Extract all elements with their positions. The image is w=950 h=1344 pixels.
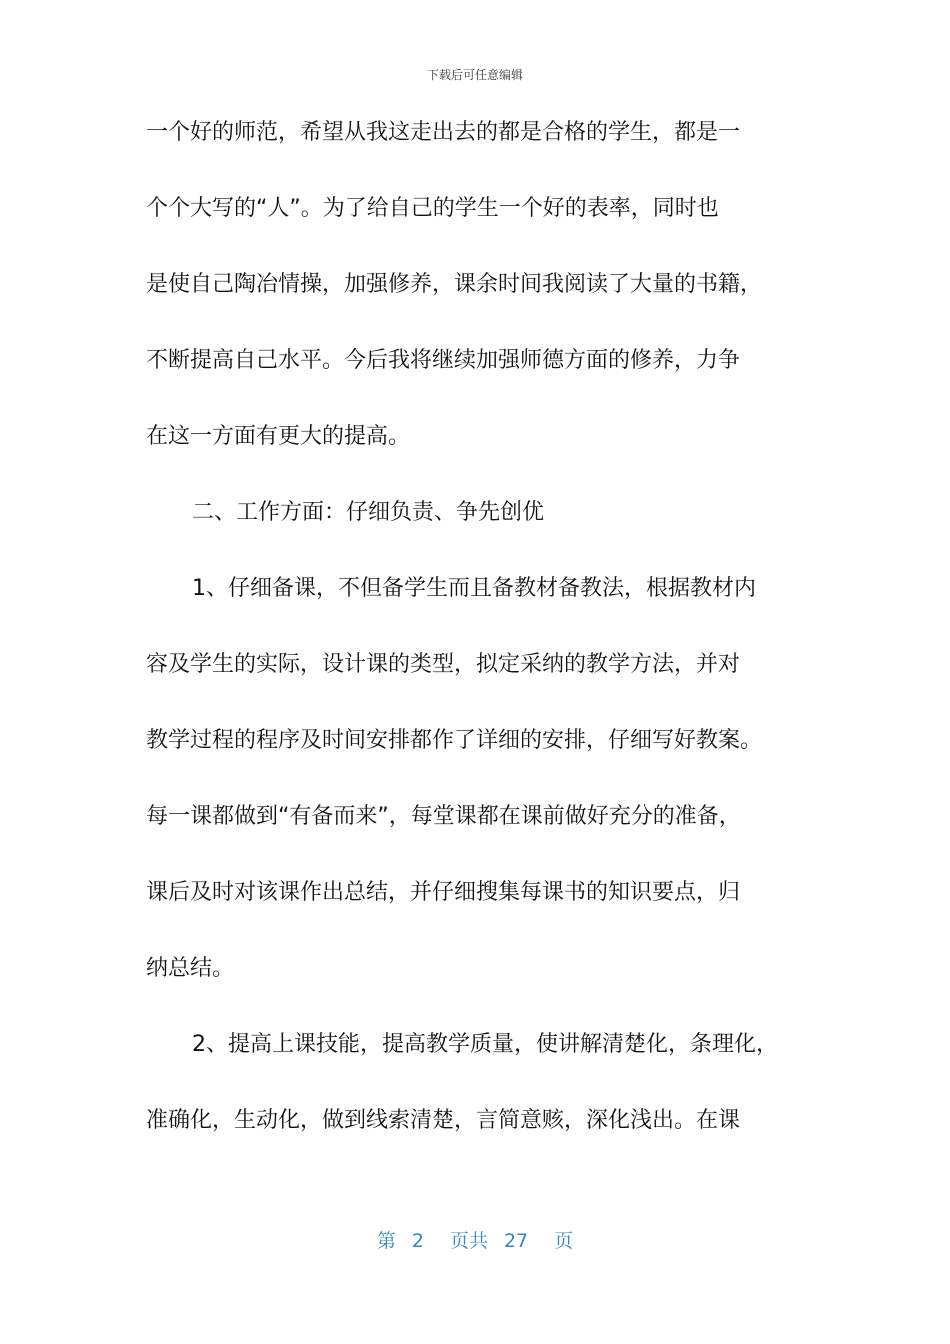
text-line-14: 准确化，生动化，做到线索清楚，言简意赅，深化浅出。在课: [146, 1108, 741, 1133]
text-line-5: 在这一方面有更大的提高。: [146, 424, 411, 449]
header-note: 下载后可任意编辑: [426, 68, 523, 82]
footer-suffix: 页: [554, 1230, 574, 1252]
footer-prefix: 第: [376, 1230, 396, 1252]
page-footer: [0, 1226, 950, 1253]
text-line-4: 不断提高自己水平。今后我将继续加强师德方面的修养，力争: [146, 348, 741, 373]
text-line-7: 1、仔细备课，不但备学生而且备教材备教法，根据教材内: [192, 576, 756, 601]
text-line-11: 课后及时对该课作出总结，并仔细搜集每课书的知识要点，归: [146, 880, 741, 905]
footer-total-pages: 27: [503, 1230, 529, 1252]
section-heading-work: 二、工作方面：仔细负责、争先创优: [192, 500, 545, 525]
footer-middle: 页共: [449, 1230, 488, 1252]
text-line-9: 教学过程的程序及时间安排都作了详细的安排，仔细写好教案。: [146, 728, 763, 753]
text-line-1: 一个好的师范，希望从我这走出去的都是合格的学生，都是一: [146, 120, 741, 145]
text-line-8: 容及学生的实际，设计课的类型，拟定采纳的教学方法，并对: [146, 652, 741, 677]
text-line-3: 是使自己陶冶情操，加强修养，课余时间我阅读了大量的书籍，: [146, 272, 763, 297]
footer-current-page: 2: [411, 1230, 424, 1252]
text-line-10: 每一课都做到“有备而来”，每堂课都在课前做好充分的准备，: [146, 804, 741, 829]
text-line-12: 纳总结。: [146, 956, 235, 981]
text-line-2: 个个大写的“人”。为了给自己的学生一个好的表率，同时也: [146, 196, 719, 221]
text-line-13: 2、提高上课技能，提高教学质量，使讲解清楚化，条理化，: [192, 1032, 778, 1057]
